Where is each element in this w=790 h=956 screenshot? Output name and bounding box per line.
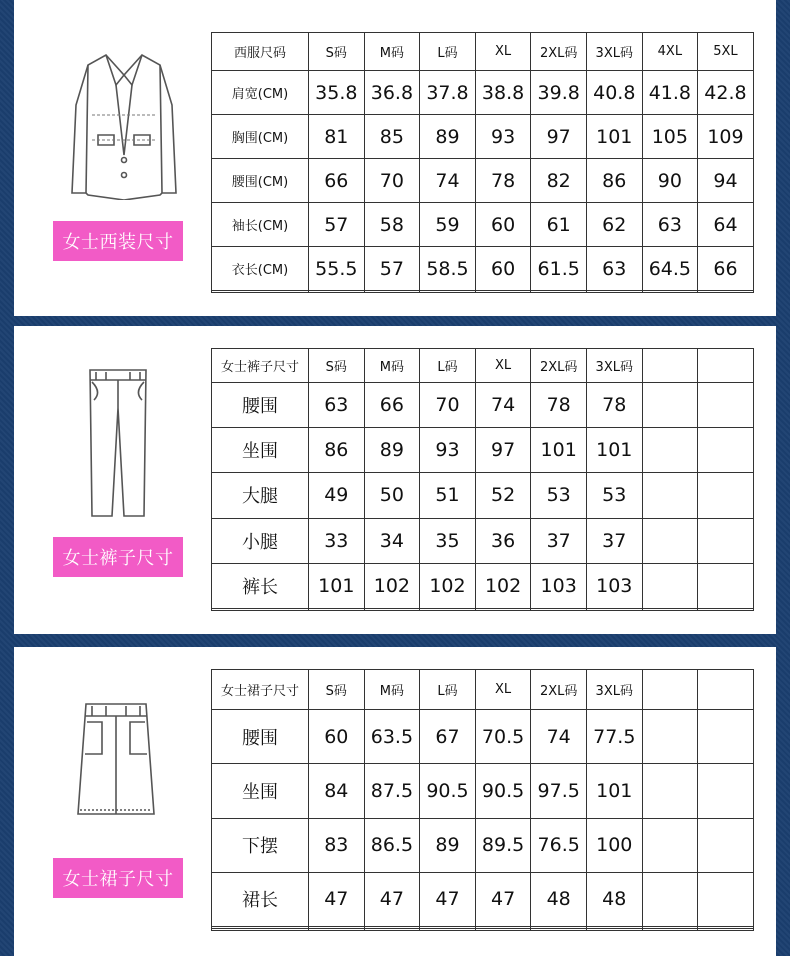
table-row — [212, 518, 754, 563]
table-cell — [698, 928, 754, 930]
table-cell: 59 — [420, 203, 476, 247]
table-cell: 47 — [475, 872, 531, 926]
skirt-size-badge: 女士裙子尺寸 — [53, 858, 183, 898]
table-cell: 97 — [475, 427, 531, 472]
table-cell: 78 — [475, 159, 531, 203]
size-column-header: 4XL — [642, 33, 698, 71]
table-cell — [586, 291, 642, 293]
size-column-header: 3XL码 — [586, 349, 642, 383]
table-cell — [698, 518, 754, 563]
table-cell — [420, 609, 476, 611]
table-cell — [531, 291, 587, 293]
skirt-size-panel — [14, 647, 776, 956]
table-row — [212, 427, 754, 472]
table-cell: 48 — [531, 872, 587, 926]
measurement-label — [212, 928, 309, 930]
table-cell — [698, 563, 754, 608]
table-cell: 101 — [586, 115, 642, 159]
table-cell: 89.5 — [475, 818, 531, 872]
size-column-header — [642, 670, 698, 710]
pants-size-table — [211, 348, 754, 611]
table-cell: 62 — [586, 203, 642, 247]
table-row — [212, 203, 754, 247]
table-cell: 84 — [309, 764, 365, 818]
size-column-header: 3XL码 — [586, 670, 642, 710]
table-cell: 35 — [420, 518, 476, 563]
table-cell: 50 — [364, 473, 420, 518]
table-row — [212, 872, 754, 926]
table-cell: 66 — [364, 382, 420, 427]
table-cell: 47 — [309, 872, 365, 926]
size-column-header: L码 — [420, 670, 476, 710]
table-cell — [642, 382, 698, 427]
size-column-header: 3XL码 — [586, 33, 642, 71]
table-cell: 93 — [420, 427, 476, 472]
pants-size-badge: 女士裤子尺寸 — [53, 537, 183, 577]
table-cell: 90.5 — [475, 764, 531, 818]
size-column-header: L码 — [420, 33, 476, 71]
table-cell: 60 — [475, 203, 531, 247]
table-cell — [309, 291, 365, 293]
measurement-label — [212, 609, 309, 611]
table-cell: 93 — [475, 115, 531, 159]
size-column-header — [642, 349, 698, 383]
measurement-label: 衣长(CM) — [212, 247, 309, 291]
measurement-label: 腰围 — [212, 710, 309, 764]
table-cell — [475, 609, 531, 611]
table-cell: 89 — [420, 115, 476, 159]
table-cell: 63 — [309, 382, 365, 427]
table-cell: 49 — [309, 473, 365, 518]
table-header-row — [212, 670, 754, 710]
table-cell: 103 — [531, 563, 587, 608]
table-corner-label: 西服尺码 — [212, 33, 309, 71]
table-cell: 63 — [642, 203, 698, 247]
table-corner-label: 女士裙子尺寸 — [212, 670, 309, 710]
table-cell: 34 — [364, 518, 420, 563]
table-cell: 109 — [698, 115, 754, 159]
size-column-header: 2XL码 — [531, 33, 587, 71]
table-cell — [642, 473, 698, 518]
table-row — [212, 115, 754, 159]
size-column-header — [698, 349, 754, 383]
table-cell: 105 — [642, 115, 698, 159]
measurement-label: 袖长(CM) — [212, 203, 309, 247]
skirt-icon — [76, 702, 156, 820]
table-cell: 52 — [475, 473, 531, 518]
table-cell: 53 — [586, 473, 642, 518]
table-header-row — [212, 349, 754, 383]
table-cell: 60 — [309, 710, 365, 764]
table-cell: 97.5 — [531, 764, 587, 818]
table-row — [212, 159, 754, 203]
table-cell: 61 — [531, 203, 587, 247]
table-cell: 70.5 — [475, 710, 531, 764]
measurement-label: 下摆 — [212, 818, 309, 872]
table-cell — [698, 291, 754, 293]
table-cell — [364, 291, 420, 293]
size-column-header: L码 — [420, 349, 476, 383]
table-cell — [364, 609, 420, 611]
table-corner-label: 女士裤子尺寸 — [212, 349, 309, 383]
table-cell: 48 — [586, 872, 642, 926]
measurement-label: 坐围 — [212, 427, 309, 472]
table-row — [212, 291, 754, 293]
table-cell — [698, 427, 754, 472]
table-cell — [698, 818, 754, 872]
table-row — [212, 818, 754, 872]
table-cell — [475, 291, 531, 293]
table-cell: 74 — [531, 710, 587, 764]
table-cell — [475, 928, 531, 930]
table-cell: 97 — [531, 115, 587, 159]
table-cell: 36.8 — [364, 71, 420, 115]
table-cell — [698, 710, 754, 764]
table-cell: 82 — [531, 159, 587, 203]
measurement-label — [212, 291, 309, 293]
table-cell — [309, 609, 365, 611]
table-row — [212, 710, 754, 764]
table-cell: 66 — [698, 247, 754, 291]
table-cell — [531, 928, 587, 930]
table-cell: 58.5 — [420, 247, 476, 291]
table-cell — [642, 818, 698, 872]
table-cell: 51 — [420, 473, 476, 518]
table-cell: 64 — [698, 203, 754, 247]
skirt-size-table — [211, 669, 754, 931]
table-cell: 90 — [642, 159, 698, 203]
table-row — [212, 71, 754, 115]
suit-size-table — [211, 32, 754, 293]
table-cell — [309, 928, 365, 930]
table-cell: 70 — [364, 159, 420, 203]
table-cell — [642, 427, 698, 472]
measurement-label: 小腿 — [212, 518, 309, 563]
size-column-header: S码 — [309, 33, 365, 71]
table-cell — [642, 291, 698, 293]
table-cell: 57 — [364, 247, 420, 291]
size-column-header: 2XL码 — [531, 349, 587, 383]
table-cell: 58 — [364, 203, 420, 247]
table-cell: 74 — [420, 159, 476, 203]
table-cell — [642, 563, 698, 608]
size-column-header: 5XL — [698, 33, 754, 71]
table-header-row — [212, 33, 754, 71]
table-cell — [642, 764, 698, 818]
table-cell — [698, 609, 754, 611]
table-cell: 78 — [531, 382, 587, 427]
table-cell: 37 — [586, 518, 642, 563]
table-cell — [420, 291, 476, 293]
measurement-label: 腰围(CM) — [212, 159, 309, 203]
table-cell: 60 — [475, 247, 531, 291]
table-cell: 89 — [364, 427, 420, 472]
table-cell — [698, 382, 754, 427]
measurement-label: 裙长 — [212, 872, 309, 926]
table-cell: 90.5 — [420, 764, 476, 818]
table-cell: 77.5 — [586, 710, 642, 764]
table-cell: 64.5 — [642, 247, 698, 291]
table-row — [212, 247, 754, 291]
table-row — [212, 609, 754, 611]
table-cell: 102 — [475, 563, 531, 608]
table-cell: 37.8 — [420, 71, 476, 115]
size-column-header: S码 — [309, 670, 365, 710]
table-cell: 78 — [586, 382, 642, 427]
table-cell: 61.5 — [531, 247, 587, 291]
size-column-header: XL — [475, 670, 531, 710]
table-cell: 100 — [586, 818, 642, 872]
table-cell — [586, 609, 642, 611]
table-cell: 86 — [309, 427, 365, 472]
table-cell: 37 — [531, 518, 587, 563]
table-cell: 63.5 — [364, 710, 420, 764]
table-cell — [698, 473, 754, 518]
measurement-label: 裤长 — [212, 563, 309, 608]
table-cell: 66 — [309, 159, 365, 203]
size-column-header: M码 — [364, 670, 420, 710]
table-row — [212, 764, 754, 818]
table-cell: 38.8 — [475, 71, 531, 115]
suit-size-panel — [14, 0, 776, 316]
table-cell: 94 — [698, 159, 754, 203]
table-cell — [642, 710, 698, 764]
table-cell: 86.5 — [364, 818, 420, 872]
table-cell: 87.5 — [364, 764, 420, 818]
table-cell: 53 — [531, 473, 587, 518]
size-column-header: S码 — [309, 349, 365, 383]
pants-size-panel — [14, 326, 776, 634]
table-cell: 103 — [586, 563, 642, 608]
table-cell: 55.5 — [309, 247, 365, 291]
table-cell: 83 — [309, 818, 365, 872]
table-cell: 35.8 — [309, 71, 365, 115]
table-cell — [531, 609, 587, 611]
table-cell: 67 — [420, 710, 476, 764]
table-cell: 42.8 — [698, 71, 754, 115]
table-cell — [642, 518, 698, 563]
table-cell: 102 — [420, 563, 476, 608]
table-cell — [364, 928, 420, 930]
table-cell: 36 — [475, 518, 531, 563]
table-row — [212, 928, 754, 930]
table-cell: 101 — [309, 563, 365, 608]
table-cell — [642, 872, 698, 926]
suit-size-badge: 女士西装尺寸 — [53, 221, 183, 261]
table-cell: 102 — [364, 563, 420, 608]
size-column-header: 2XL码 — [531, 670, 587, 710]
table-cell: 70 — [420, 382, 476, 427]
size-column-header: M码 — [364, 33, 420, 71]
table-cell: 89 — [420, 818, 476, 872]
table-cell: 47 — [420, 872, 476, 926]
table-cell — [420, 928, 476, 930]
table-cell: 86 — [586, 159, 642, 203]
table-row — [212, 563, 754, 608]
table-cell: 101 — [586, 764, 642, 818]
size-column-header: XL — [475, 349, 531, 383]
table-cell: 47 — [364, 872, 420, 926]
measurement-label: 腰围 — [212, 382, 309, 427]
table-cell: 57 — [309, 203, 365, 247]
table-cell: 101 — [531, 427, 587, 472]
table-cell — [642, 609, 698, 611]
measurement-label: 肩宽(CM) — [212, 71, 309, 115]
table-cell — [698, 764, 754, 818]
size-column-header: XL — [475, 33, 531, 71]
size-column-header — [698, 670, 754, 710]
table-cell: 85 — [364, 115, 420, 159]
table-cell: 40.8 — [586, 71, 642, 115]
table-cell: 63 — [586, 247, 642, 291]
table-cell: 101 — [586, 427, 642, 472]
trousers-icon — [82, 368, 154, 518]
table-cell: 41.8 — [642, 71, 698, 115]
blazer-icon — [64, 45, 184, 200]
measurement-label: 大腿 — [212, 473, 309, 518]
table-cell: 76.5 — [531, 818, 587, 872]
table-cell — [642, 928, 698, 930]
table-row — [212, 473, 754, 518]
measurement-label: 胸围(CM) — [212, 115, 309, 159]
table-cell: 74 — [475, 382, 531, 427]
table-cell — [698, 872, 754, 926]
table-cell: 33 — [309, 518, 365, 563]
table-cell — [586, 928, 642, 930]
table-row — [212, 382, 754, 427]
table-cell: 81 — [309, 115, 365, 159]
measurement-label: 坐围 — [212, 764, 309, 818]
table-cell: 39.8 — [531, 71, 587, 115]
size-column-header: M码 — [364, 349, 420, 383]
